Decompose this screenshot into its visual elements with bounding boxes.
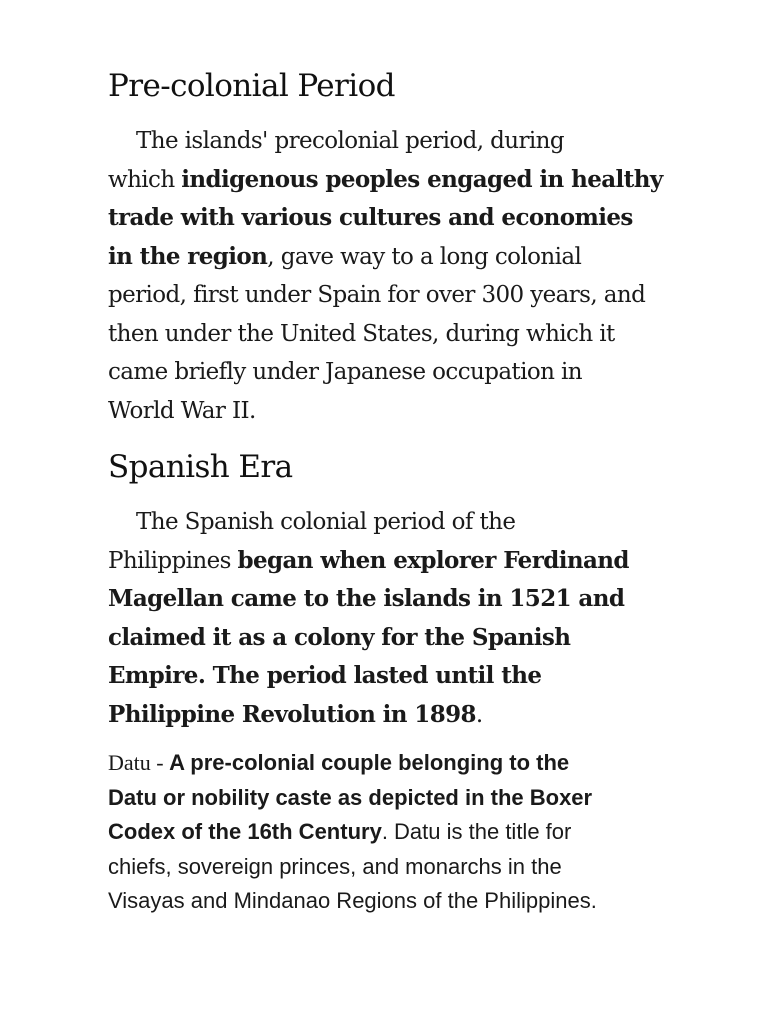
text-run: The islands' precolonial period, during — [136, 128, 564, 154]
paragraph-line — [108, 392, 663, 431]
text-run: The Spanish colonial period of the — [136, 509, 516, 535]
text-run: period, first under Spain for over 300 years, and — [108, 282, 646, 308]
caption-term: Datu - — [108, 750, 170, 775]
paragraph-line — [108, 580, 629, 619]
caption-line — [108, 884, 597, 919]
datu-caption — [108, 746, 597, 919]
text-run: Philippines — [108, 547, 238, 574]
pre-colonial-paragraph — [108, 122, 663, 430]
bold-text-run: trade with various cultures and economies — [108, 204, 633, 231]
paragraph-line — [108, 199, 663, 238]
caption-line — [108, 781, 597, 816]
caption-line — [108, 850, 597, 885]
paragraph-line — [108, 161, 663, 200]
text-run: World War II. — [108, 397, 256, 424]
paragraph-line — [108, 542, 629, 581]
bold-text-run: Datu or nobility caste as depicted in the Boxer — [108, 784, 593, 810]
paragraph-line — [108, 122, 663, 161]
text-run: chiefs, sovereign princes, and monarchs in the — [108, 853, 562, 879]
caption-line — [108, 815, 597, 850]
bold-text-run: began when explorer Ferdinand — [237, 546, 629, 574]
paragraph-line — [108, 353, 663, 392]
bold-text-run: Codex of the 16th Century — [108, 819, 382, 844]
bold-text-run: Empire. The period lasted until the — [108, 662, 542, 689]
spanish-era-paragraph — [108, 503, 629, 734]
text-run: which — [108, 166, 182, 193]
paragraph-line — [108, 619, 629, 658]
text-run: came briefly under Japanese occupation in — [108, 359, 582, 385]
caption-line — [108, 746, 597, 781]
paragraph-line — [108, 315, 663, 354]
text-run: . Datu is the title for — [381, 819, 572, 844]
bold-text-run: Philippine Revolution in 1898 — [108, 700, 476, 728]
bold-text-run: in the region — [108, 242, 268, 270]
bold-text-run: A pre-colonial couple belonging to the — [169, 750, 570, 775]
paragraph-line — [108, 657, 629, 696]
text-run: . — [475, 701, 483, 728]
text-run: , gave way to a long colonial — [267, 243, 582, 270]
bold-text-run: claimed it as a colony for the Spanish — [108, 623, 571, 651]
paragraph-line — [108, 696, 629, 735]
text-run: then under the United States, during which it — [108, 320, 615, 347]
bold-text-run: Magellan came to the islands in 1521 and — [108, 585, 625, 612]
text-run: Visayas and Mindanao Regions of the Philippines. — [108, 888, 597, 913]
paragraph-line — [108, 276, 663, 315]
bold-text-run: indigenous peoples engaged in healthy — [181, 165, 663, 193]
section-heading-spanish-era: Spanish Era — [108, 449, 293, 485]
paragraph-line — [108, 238, 663, 277]
section-heading-pre-colonial: Pre-colonial Period — [108, 68, 395, 104]
paragraph-line — [108, 503, 629, 542]
